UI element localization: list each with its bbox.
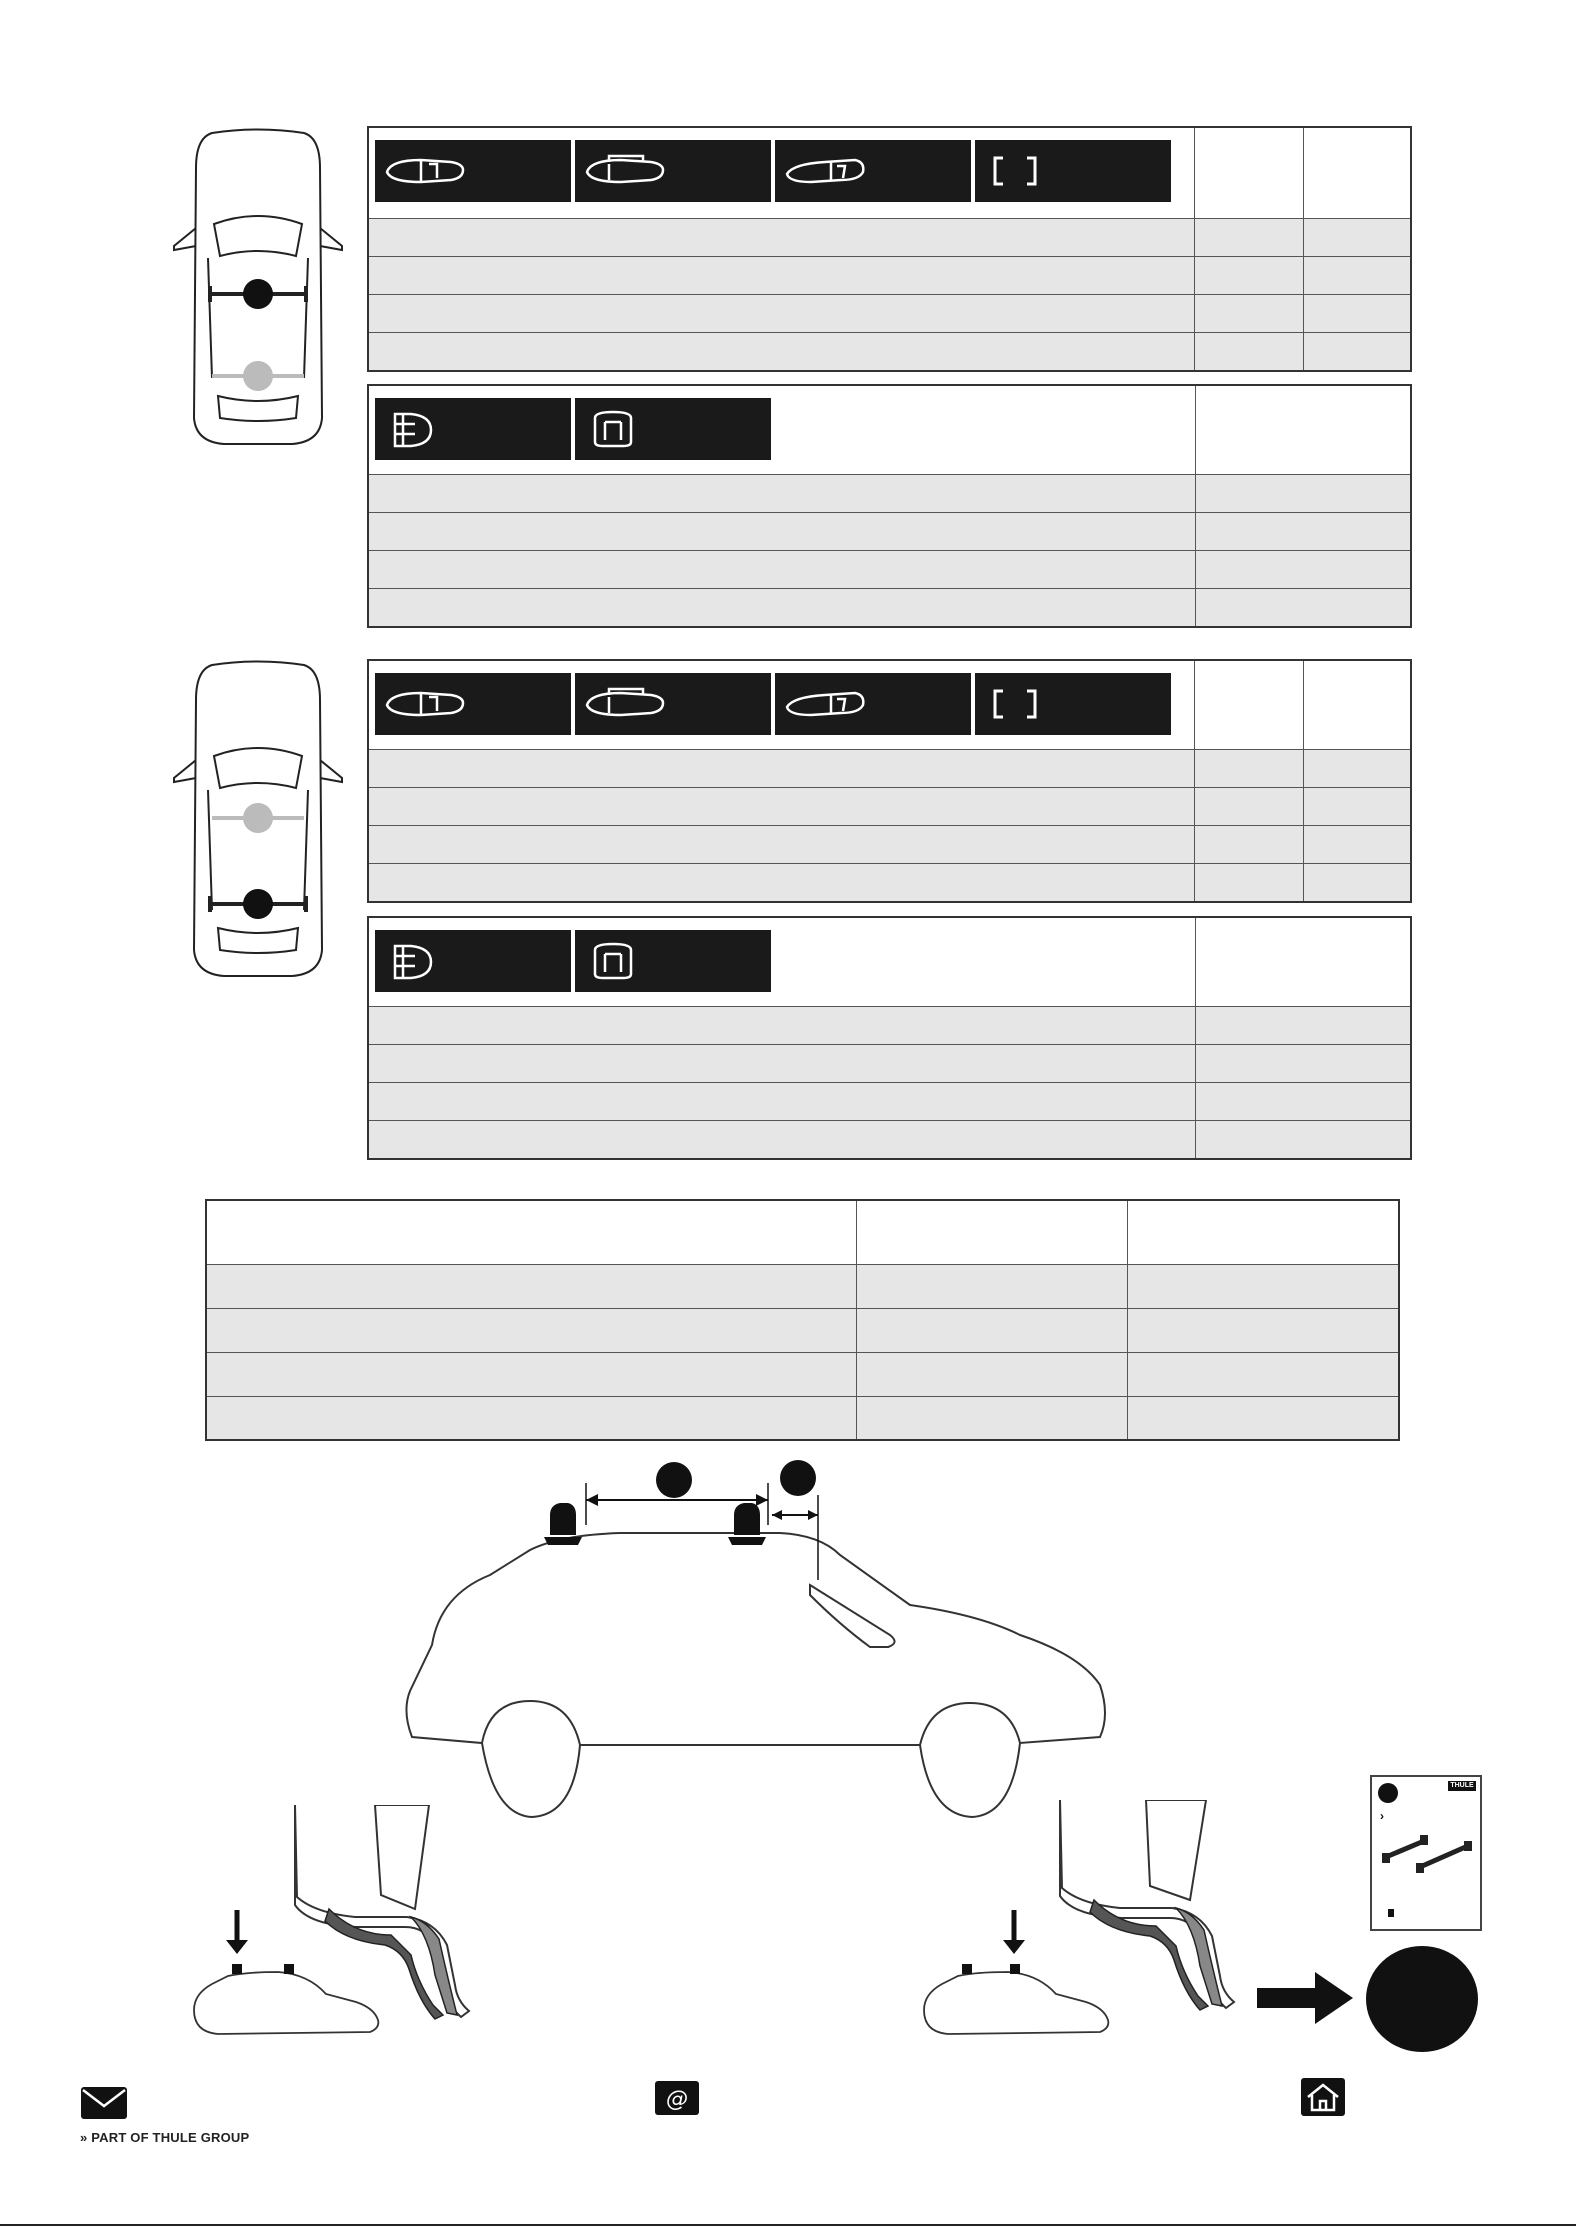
flush-evo-chip-rear bbox=[375, 930, 571, 992]
bottom-rule bbox=[0, 2224, 1576, 2226]
flush-evo-profile-icon bbox=[381, 938, 471, 982]
car-side-view-diagram bbox=[400, 1455, 1120, 1825]
wingbar-edge-chip-rear bbox=[575, 673, 771, 735]
wingbar-edge-chip bbox=[575, 140, 771, 202]
fitting-table-front-bars bbox=[367, 126, 1412, 372]
step-number-circle bbox=[1364, 1944, 1480, 2054]
flush-edge-profile-icon bbox=[581, 938, 671, 982]
wingbar-evo-profile-icon bbox=[381, 681, 471, 725]
dimension-marker-a bbox=[656, 1462, 692, 1498]
flush-edge-chip-rear bbox=[575, 930, 771, 992]
squarebar-profile-icon bbox=[981, 148, 1071, 192]
thule-group-label: » PART OF THULE GROUP bbox=[80, 2130, 250, 2145]
svg-text:@: @ bbox=[666, 2087, 688, 2112]
wingbar-profile-chip-rear bbox=[775, 673, 971, 735]
at-email-icon[interactable] bbox=[654, 2080, 700, 2116]
wingbar-profile-chip bbox=[775, 140, 971, 202]
wingbar-edge-profile-icon bbox=[581, 681, 671, 725]
thumbnail-page-mark bbox=[1388, 1909, 1394, 1917]
flush-edge-profile-icon bbox=[581, 406, 671, 450]
thule-logo: THULE bbox=[1448, 1781, 1476, 1791]
wingbar-profile-icon bbox=[781, 148, 871, 192]
flush-edge-chip bbox=[575, 398, 771, 460]
bar-profile-chips bbox=[368, 127, 1195, 218]
squarebar-profile-icon bbox=[981, 681, 1071, 725]
fitting-table-rear-flush bbox=[367, 916, 1412, 1160]
bar-profile-chips-rear bbox=[368, 660, 1195, 749]
fitting-table-front-flush bbox=[367, 384, 1412, 628]
thumbnail-step-dot bbox=[1378, 1783, 1398, 1803]
dimension-marker-b bbox=[780, 1460, 816, 1496]
double-chevron-icon: » bbox=[80, 2130, 88, 2145]
flush-evo-profile-icon bbox=[381, 406, 471, 450]
next-step-arrow-icon bbox=[1255, 1968, 1355, 2028]
car-top-view-rear-position bbox=[172, 660, 344, 980]
car-mini-icon-left bbox=[188, 1910, 388, 2040]
flush-profile-chips bbox=[368, 385, 1196, 474]
wingbar-edge-profile-icon bbox=[581, 148, 671, 192]
roof-bars-icon bbox=[1380, 1827, 1476, 1877]
wingbar-evo-profile-icon bbox=[381, 148, 471, 192]
wingbar-profile-icon bbox=[781, 681, 871, 725]
flush-evo-chip bbox=[375, 398, 571, 460]
squarebar-chip-rear bbox=[975, 673, 1171, 735]
roof-rack-manual-thumbnail[interactable] bbox=[1370, 1775, 1482, 1931]
home-icon[interactable] bbox=[1300, 2077, 1346, 2117]
flush-profile-chips-rear bbox=[368, 917, 1196, 1006]
fitting-table-rear-bars bbox=[367, 659, 1412, 903]
car-top-view-front-position bbox=[172, 128, 344, 448]
wingbar-evo-chip bbox=[375, 140, 571, 202]
car-mini-icon-right bbox=[918, 1910, 1118, 2040]
chevron-right-icon: › bbox=[1380, 1809, 1384, 1823]
squarebar-chip bbox=[975, 140, 1171, 202]
wingbar-evo-chip-rear bbox=[375, 673, 571, 735]
summary-table bbox=[205, 1199, 1400, 1441]
mail-icon[interactable] bbox=[80, 2086, 128, 2120]
